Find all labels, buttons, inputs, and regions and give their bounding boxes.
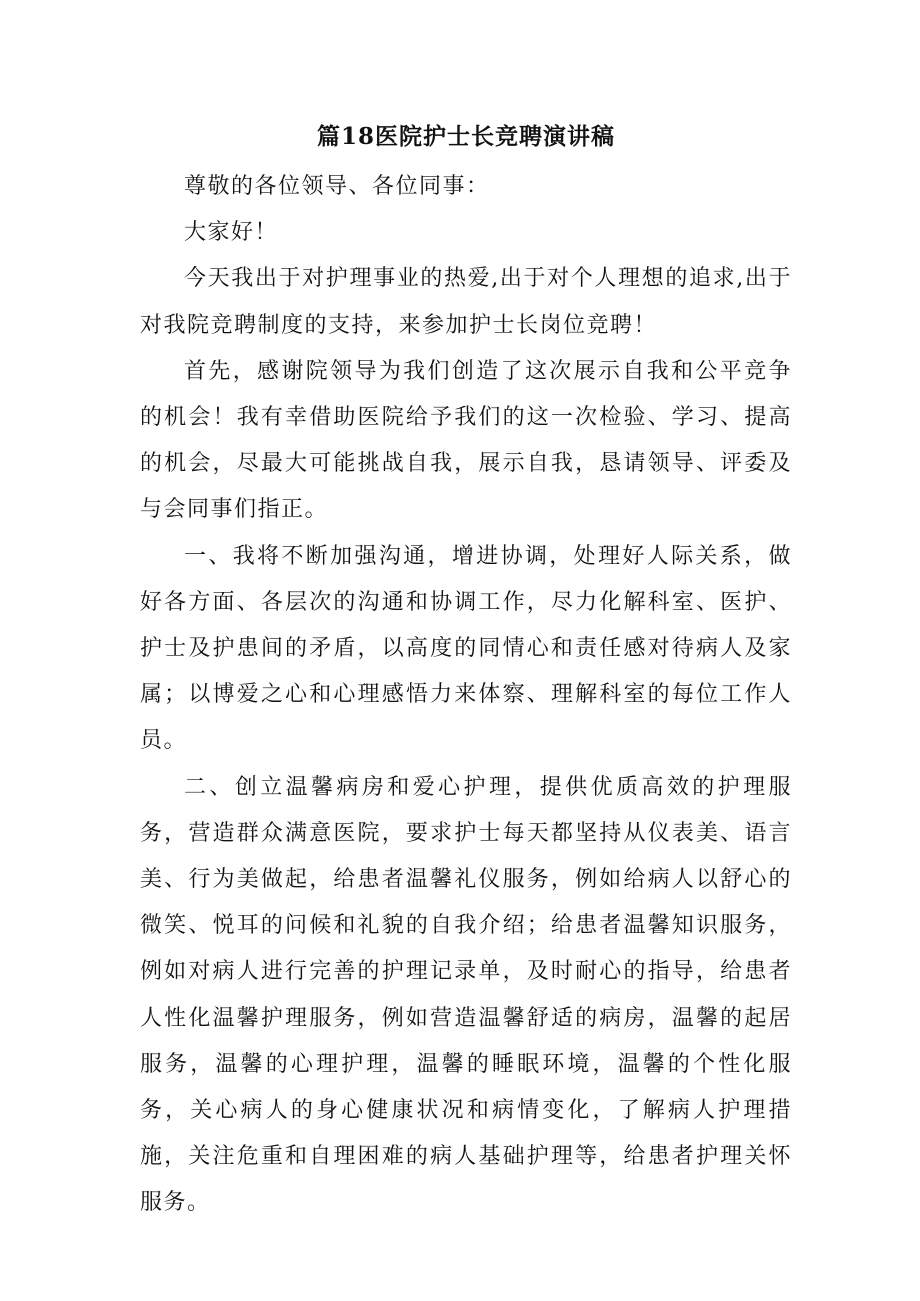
document-body bbox=[140, 118, 792, 1227]
point-one-paragraph: 一、我将不断加强沟通，增进协调，处理好人际关系，做好各方面、各层次的沟通和协调工作，尽力化解科室、医护、护士及护患间的矛盾，以高度的同情心和责任感对待病人及家属；以博爱之心和心理感悟力来体察、理解科室的每位工作人员。 bbox=[140, 543, 792, 754]
point-two-paragraph: 二、创立温馨病房和爱心护理，提供优质高效的护理服务，营造群众满意医院，要求护士每天都坚持从仪表美、语言美、行为美做起，给患者温馨礼仪服务，例如给病人以舒心的微笑、悦耳的问候和礼貌的自我介绍；给患者温馨知识服务，例如对病人进行完善的护理记录单，及时耐心的指导，给患者人性化温馨护理服务，例如营造温馨舒适的病房，温馨的起居服务，温馨的心理护理，温馨的睡眠环境，温馨的个性化服务，关心病人的身心健康状况和病情变化，了解病人护理措施，关注危重和自理困难的病人基础护理等，给患者护理关怀服务。 bbox=[140, 774, 792, 1216]
intro-paragraph: 今天我出于对护理事业的热爱,出于对个人理想的追求,出于对我院竞聘制度的支持，来参加护士长岗位竞聘！ bbox=[140, 266, 792, 338]
document-title: 篇18医院护士长竞聘演讲稿 bbox=[316, 123, 615, 150]
thanks-paragraph: 首先，感谢院领导为我们创造了这次展示自我和公平竞争的机会！我有幸借助医院给予我们的这一次检验、学习、提高的机会，尽最大可能挑战自我，展示自我，恳请领导、评委及与会同事们指正。 bbox=[140, 358, 792, 523]
salutation-paragraph: 尊敬的各位领导、各位同事： bbox=[184, 174, 490, 199]
greeting-paragraph: 大家好！ bbox=[184, 220, 279, 246]
